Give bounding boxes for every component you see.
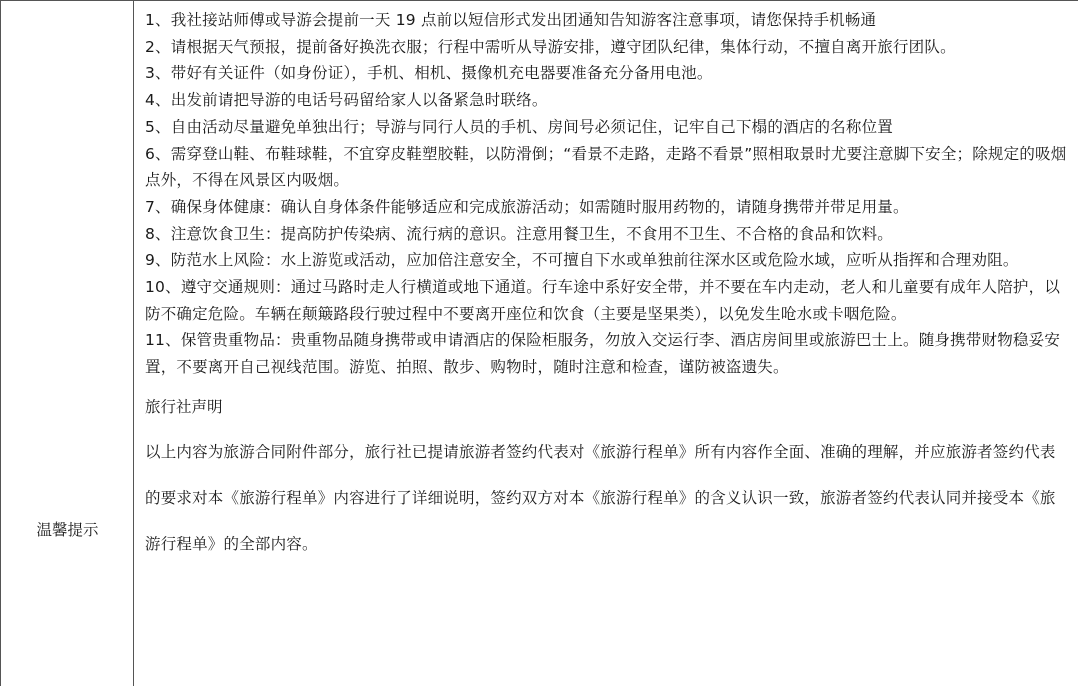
content-cell	[134, 1, 1078, 686]
note-10: 10、遵守交通规则：通过马路时走人行横道或地下通道。行车途中系好安全带，并不要在车内走动，老人和儿童要有成年人陪护，以防不确定危险。车辆在颠簸路段行驶过程中不要离开座位和饮食（主要是坚果类），以免发生呛水或卡咽危险。	[145, 278, 1061, 323]
note-11: 11、保管贵重物品：贵重物品随身携带或申请酒店的保险柜服务，勿放入交运行李、酒店房间里或旅游巴士上。随身携带财物稳妥安置，不要离开自己视线范围。游览、拍照、散步、购物时，随时注意和检查，谨防被盗遗失。	[145, 331, 1061, 377]
note-3: 3、带好有关证件（如身份证），手机、相机、摄像机充电器要准备充分备用电池。	[145, 64, 713, 83]
note-6: 6、需穿登山鞋、布鞋球鞋，不宜穿皮鞋塑胶鞋，以防滑倒；“看景不走路，走路不看景”照相取景时尤要注意脚下安全；除规定的吸烟点外，不得在风景区内吸烟。	[145, 144, 1067, 190]
note-7: 7、确保身体健康：确认自身体条件能够适应和完成旅游活动；如需随时服用药物的，请随身携带并带足用量。	[145, 197, 909, 216]
note-5: 5、自由活动尽量避免单独出行；导游与同行人员的手机、房间号必须记住，记牢自己下榻的酒店的名称位置	[145, 117, 893, 136]
statement-title: 旅行社声明	[145, 397, 223, 416]
note-9: 9、防范水上风险：水上游览或活动，应加倍注意安全，不可擅自下水或单独前往深水区或危险水域，应听从指挥和合理劝阻。	[145, 251, 1019, 270]
note-4: 4、出发前请把导游的电话号码留给家人以备紧急时联络。	[145, 91, 548, 110]
label-cell	[1, 1, 134, 686]
tips-label: 温馨提示	[36, 521, 99, 539]
statement-text: 以上内容为旅游合同附件部分，旅行社已提请旅游者签约代表对《旅游行程单》所有内容作全面、准确的理解，并应旅游者签约代表的要求对本《旅游行程单》内容进行了详细说明，签约双方对本《旅游行程单》的含义认识一致，旅游者签约代表认同并接受本《旅游行程单》的全部内容。	[145, 442, 1056, 553]
note-2: 2、请根据天气预报，提前备好换洗衣服；行程中需听从导游安排，遵守团队纪律，集体行动，不擅自离开旅行团队。	[145, 37, 956, 56]
note-8: 8、注意饮食卫生：提高防护传染病、流行病的意识。注意用餐卫生，不食用不卫生、不合格的食品和饮料。	[145, 224, 893, 243]
note-1: 1、我社接站师傅或导游会提前一天 19 点前以短信形式发出团通知告知游客注意事项，请您保持手机畅通	[145, 11, 877, 29]
